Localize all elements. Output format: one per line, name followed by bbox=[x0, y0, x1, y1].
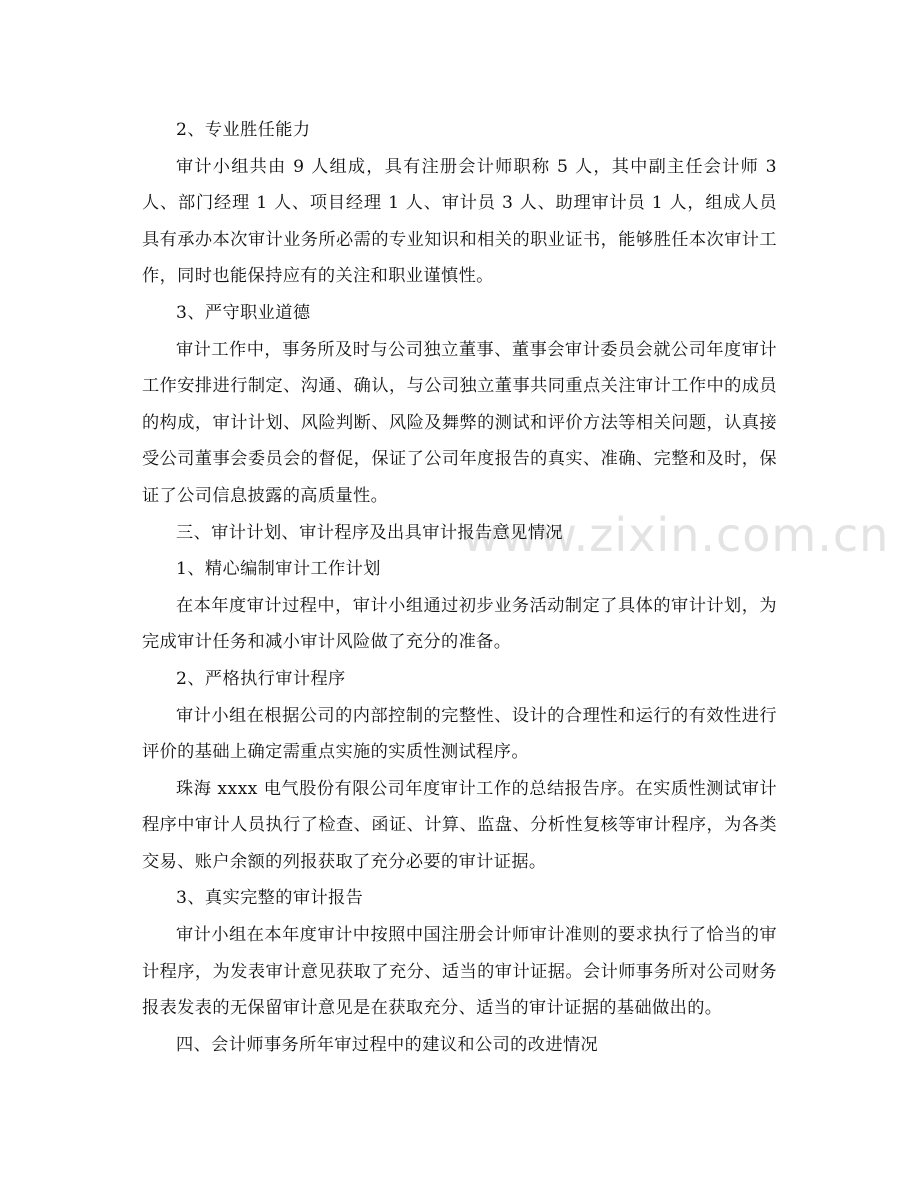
heading-professional-competence: 2、专业胜任能力 bbox=[176, 120, 311, 140]
heading-audit-report: 3、真实完整的审计报告 bbox=[176, 888, 364, 909]
paragraph-substantive-testing: 珠海 xxxx 电气股份有限公司年度审计工作的总结报告序。在实质性测试审计程序中审计人员执行了检查、函证、计算、监盘、分析性复核等审计程序，为各类交易、账户余额的列报获取了充分必要的审计证据。 bbox=[142, 778, 777, 872]
heading-audit-procedures: 2、严格执行审计程序 bbox=[176, 668, 346, 689]
paragraph-team-composition: 审计小组共由 9 人组成，具有注册会计师职称 5 人，其中副主任会计师 3 人、部门经理 1 人、项目经理 1 人、审计员 3 人、助理审计员 1 人，组成人员具有承办本次审计业务所必需的专业知识和相关的职业证书，能够胜任本次审计工作，同时也能保持应有的关注和职业谨慎性。 bbox=[142, 156, 777, 287]
paragraph-audit-opinion: 审计小组在本年度审计中按照中国注册会计师审计准则的要求执行了恰当的审计程序，为发表审计意见获取了充分、适当的审计证据。会计师事务所对公司财务报表发表的无保留审计意见是在获取充分、适当的审计证据的基础做出的。 bbox=[142, 925, 777, 1019]
heading-professional-ethics: 3、严守职业道德 bbox=[176, 302, 311, 323]
paragraph-ethics: 审计工作中，事务所及时与公司独立董事、董事会审计委员会就公司年度审计工作安排进行制定、沟通、确认，与公司独立董事共同重点关注审计工作中的成员的构成，审计计划、风险判断、风险及舞弊的测试和评价方法等相关问题，认真接受公司董事会委员会的督促，保证了公司年度报告的真实、准确、完整和及时，保证了公司信息披露的高质量性。 bbox=[142, 339, 777, 506]
document-body bbox=[142, 112, 777, 1063]
paragraph-internal-control: 审计小组在根据公司的内部控制的完整性、设计的合理性和运行的有效性进行评价的基础上确定需重点实施的实质性测试程序。 bbox=[142, 705, 777, 763]
section-heading-suggestions: 四、会计师事务所年审过程中的建议和公司的改进情况 bbox=[176, 1034, 599, 1055]
paragraph-audit-plan: 在本年度审计过程中，审计小组通过初步业务活动制定了具体的审计计划，为完成审计任务和减小审计风险做了充分的准备。 bbox=[142, 595, 777, 653]
watermark: www.zixin.com.cn bbox=[462, 508, 890, 562]
heading-audit-plan: 1、精心编制审计工作计划 bbox=[176, 559, 381, 580]
section-heading-audit-plan: 三、审计计划、审计程序及出具审计报告意见情况 bbox=[176, 522, 563, 543]
